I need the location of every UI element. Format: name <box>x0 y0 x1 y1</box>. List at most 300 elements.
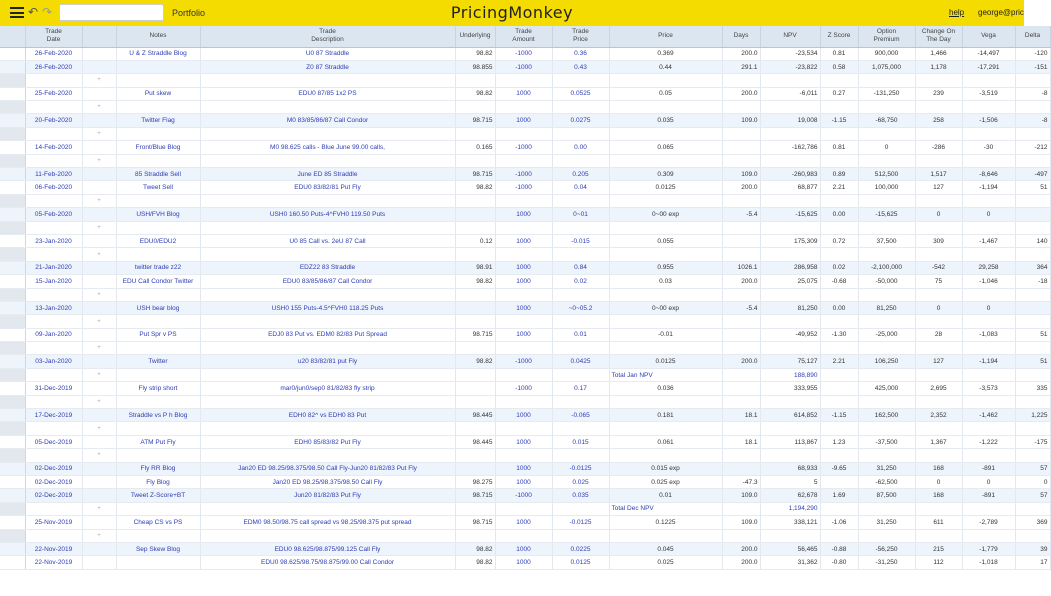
column-header-tprice[interactable]: Trade Price <box>552 26 609 47</box>
row-gutter[interactable] <box>0 529 25 542</box>
cell-chg[interactable]: 127 <box>915 181 962 194</box>
expand-toggle[interactable]: + <box>82 529 116 542</box>
cell-chg[interactable]: 309 <box>915 234 962 247</box>
cell-delta[interactable]: -212 <box>1015 141 1050 154</box>
column-header-amt[interactable]: Trade Amount <box>495 26 552 47</box>
cell-notes[interactable]: Front/Blue Blog <box>116 141 200 154</box>
column-header-delta[interactable]: Delta <box>1015 26 1050 47</box>
cell-und[interactable]: 98.715 <box>455 168 495 181</box>
user-account-link[interactable]: george@pric <box>978 8 1024 17</box>
cell-price[interactable]: 0.061 <box>609 435 722 448</box>
cell-days[interactable]: 200.0 <box>722 556 760 569</box>
cell-notes[interactable]: twitter trade z22 <box>116 261 200 274</box>
cell-und[interactable]: 98.275 <box>455 476 495 489</box>
column-header-notes[interactable]: Notes <box>116 26 200 47</box>
row-gutter[interactable] <box>0 355 25 368</box>
cell-notes[interactable]: Twitter <box>116 355 200 368</box>
cell-und[interactable]: 98.82 <box>455 355 495 368</box>
row-gutter[interactable] <box>0 194 25 207</box>
cell-notes[interactable]: Put skew <box>116 87 200 100</box>
table-row[interactable] <box>0 181 1050 194</box>
row-gutter[interactable] <box>0 261 25 274</box>
cell-amt[interactable]: 1000 <box>495 114 552 127</box>
cell-exp[interactable] <box>82 87 116 100</box>
cell-z[interactable]: 1.69 <box>820 489 858 502</box>
cell-desc[interactable]: Jan20 ED 98.25/98.375/98.50 Call Fly-Jun20 81/82/83 Put Fly <box>200 462 455 475</box>
column-header-exp[interactable] <box>82 26 116 47</box>
table-row[interactable] <box>0 141 1050 154</box>
cell-date[interactable]: 25-Nov-2019 <box>25 516 82 529</box>
cell-npv[interactable]: 68,933 <box>760 462 820 475</box>
cell-exp[interactable] <box>82 435 116 448</box>
row-gutter[interactable] <box>0 409 25 422</box>
cell-delta[interactable]: -120 <box>1015 47 1050 60</box>
cell-z[interactable]: -0.88 <box>820 542 858 555</box>
cell-exp[interactable] <box>82 489 116 502</box>
cell-npv[interactable]: 286,958 <box>760 261 820 274</box>
cell-delta[interactable] <box>1015 208 1050 221</box>
cell-price[interactable]: 0~00 exp <box>609 301 722 314</box>
cell-days[interactable]: -47.3 <box>722 476 760 489</box>
cell-chg[interactable]: 1,367 <box>915 435 962 448</box>
cell-prem[interactable]: -62,500 <box>858 476 915 489</box>
expand-toggle[interactable]: + <box>82 502 116 515</box>
cell-und[interactable]: 0.12 <box>455 234 495 247</box>
cell-tprice[interactable]: 0~01 <box>552 208 609 221</box>
cell-tprice[interactable]: -0.0125 <box>552 462 609 475</box>
cell-chg[interactable]: 168 <box>915 462 962 475</box>
cell-npv[interactable]: -162,786 <box>760 141 820 154</box>
cell-delta[interactable]: 51 <box>1015 328 1050 341</box>
cell-npv[interactable]: 81,250 <box>760 301 820 314</box>
cell-chg[interactable]: 168 <box>915 489 962 502</box>
row-gutter[interactable] <box>0 221 25 234</box>
cell-date[interactable]: 25-Feb-2020 <box>25 87 82 100</box>
cell-notes[interactable]: Put Spr v PS <box>116 328 200 341</box>
cell-desc[interactable]: EDH0 82^ vs EDH0 83 Put <box>200 409 455 422</box>
cell-days[interactable]: 200.0 <box>722 47 760 60</box>
cell-days[interactable] <box>722 234 760 247</box>
cell-exp[interactable] <box>82 47 116 60</box>
cell-vega[interactable]: -1,467 <box>962 234 1015 247</box>
cell-tprice[interactable]: 0.00 <box>552 141 609 154</box>
cell-delta[interactable]: 1,225 <box>1015 409 1050 422</box>
cell-delta[interactable]: -175 <box>1015 435 1050 448</box>
cell-npv[interactable]: 56,465 <box>760 542 820 555</box>
table-row[interactable] <box>0 516 1050 529</box>
cell-amt[interactable]: 1000 <box>495 301 552 314</box>
row-gutter[interactable] <box>0 382 25 395</box>
row-gutter[interactable] <box>0 181 25 194</box>
cell-und[interactable] <box>455 382 495 395</box>
cell-date[interactable]: 31-Dec-2019 <box>25 382 82 395</box>
cell-notes[interactable]: Straddle vs P h Blog <box>116 409 200 422</box>
cell-delta[interactable]: -18 <box>1015 275 1050 288</box>
cell-tprice[interactable]: -0.0125 <box>552 516 609 529</box>
row-gutter[interactable] <box>0 489 25 502</box>
cell-und[interactable]: 98.715 <box>455 328 495 341</box>
cell-delta[interactable]: -8 <box>1015 114 1050 127</box>
cell-und[interactable] <box>455 462 495 475</box>
cell-prem[interactable]: 31,250 <box>858 516 915 529</box>
cell-desc[interactable]: M0 83/85/86/87 Call Condor <box>200 114 455 127</box>
table-row[interactable] <box>0 556 1050 569</box>
expand-toggle[interactable]: + <box>82 194 116 207</box>
table-row[interactable] <box>0 168 1050 181</box>
cell-vega[interactable]: -17,291 <box>962 60 1015 73</box>
row-gutter[interactable] <box>0 449 25 462</box>
cell-vega[interactable]: -891 <box>962 489 1015 502</box>
cell-vega[interactable]: 0 <box>962 301 1015 314</box>
cell-z[interactable]: 0.58 <box>820 60 858 73</box>
expand-toggle[interactable]: + <box>82 315 116 328</box>
cell-tprice[interactable]: 0.205 <box>552 168 609 181</box>
cell-amt[interactable]: -1000 <box>495 60 552 73</box>
row-gutter[interactable] <box>0 516 25 529</box>
expand-toggle[interactable]: + <box>82 127 116 140</box>
cell-price[interactable]: 0.036 <box>609 382 722 395</box>
cell-z[interactable]: 0.00 <box>820 301 858 314</box>
cell-price[interactable]: 0.181 <box>609 409 722 422</box>
cell-notes[interactable] <box>116 556 200 569</box>
cell-price[interactable]: 0.0125 <box>609 355 722 368</box>
expand-toggle[interactable]: + <box>82 248 116 261</box>
cell-days[interactable] <box>722 141 760 154</box>
cell-vega[interactable]: 0 <box>962 476 1015 489</box>
expand-toggle[interactable]: + <box>82 342 116 355</box>
cell-npv[interactable]: -23,534 <box>760 47 820 60</box>
cell-und[interactable]: 98.82 <box>455 181 495 194</box>
cell-exp[interactable] <box>82 476 116 489</box>
cell-amt[interactable]: 1000 <box>495 556 552 569</box>
cell-delta[interactable]: 39 <box>1015 542 1050 555</box>
expand-toggle[interactable]: + <box>82 74 116 87</box>
column-header-npv[interactable]: NPV <box>760 26 820 47</box>
cell-desc[interactable]: EDU0 98.625/98.875/99.125 Call Fly <box>200 542 455 555</box>
cell-z[interactable]: 0.81 <box>820 47 858 60</box>
row-gutter[interactable] <box>0 60 25 73</box>
table-row[interactable] <box>0 355 1050 368</box>
cell-date[interactable]: 26-Feb-2020 <box>25 60 82 73</box>
cell-exp[interactable] <box>82 516 116 529</box>
table-row[interactable] <box>0 382 1050 395</box>
cell-npv[interactable]: 19,008 <box>760 114 820 127</box>
table-row[interactable] <box>0 275 1050 288</box>
undo-icon[interactable]: ↶ <box>28 5 39 19</box>
row-gutter[interactable] <box>0 101 25 114</box>
cell-vega[interactable]: -1,083 <box>962 328 1015 341</box>
cell-price[interactable]: 0.025 exp <box>609 476 722 489</box>
cell-vega[interactable]: -1,018 <box>962 556 1015 569</box>
cell-price[interactable]: 0.1225 <box>609 516 722 529</box>
cell-vega[interactable]: -3,519 <box>962 87 1015 100</box>
row-gutter[interactable] <box>0 476 25 489</box>
cell-npv[interactable]: 614,852 <box>760 409 820 422</box>
row-gutter[interactable] <box>0 422 25 435</box>
cell-desc[interactable]: EDU0 98.625/98.75/98.875/99.00 Call Condor <box>200 556 455 569</box>
column-header-vega[interactable]: Vega <box>962 26 1015 47</box>
row-gutter[interactable] <box>0 87 25 100</box>
table-row[interactable] <box>0 87 1050 100</box>
cell-days[interactable]: 200.0 <box>722 355 760 368</box>
cell-exp[interactable] <box>82 275 116 288</box>
cell-date[interactable]: 05-Dec-2019 <box>25 435 82 448</box>
cell-desc[interactable]: USH0 155 Puts-4.5^FVH0 118.25 Puts <box>200 301 455 314</box>
row-gutter[interactable] <box>0 168 25 181</box>
cell-amt[interactable]: 1000 <box>495 462 552 475</box>
cell-prem[interactable]: 31,250 <box>858 462 915 475</box>
row-gutter[interactable] <box>0 208 25 221</box>
cell-delta[interactable]: 57 <box>1015 489 1050 502</box>
cell-desc[interactable]: USH0 160.50 Puts-4^FVH0 119.50 Puts <box>200 208 455 221</box>
cell-npv[interactable]: 75,127 <box>760 355 820 368</box>
cell-tprice[interactable]: 0.025 <box>552 476 609 489</box>
cell-chg[interactable]: 75 <box>915 275 962 288</box>
cell-delta[interactable] <box>1015 301 1050 314</box>
cell-chg[interactable]: 0 <box>915 301 962 314</box>
cell-exp[interactable] <box>82 462 116 475</box>
cell-days[interactable]: 109.0 <box>722 114 760 127</box>
cell-date[interactable]: 05-Feb-2020 <box>25 208 82 221</box>
cell-amt[interactable]: -1000 <box>495 141 552 154</box>
cell-exp[interactable] <box>82 355 116 368</box>
cell-z[interactable]: -1.15 <box>820 409 858 422</box>
cell-z[interactable]: 0.27 <box>820 87 858 100</box>
row-gutter[interactable] <box>0 368 25 381</box>
cell-price[interactable]: 0.015 exp <box>609 462 722 475</box>
column-header-date[interactable]: Trade Date <box>25 26 82 47</box>
column-header-prem[interactable]: Option Premium <box>858 26 915 47</box>
cell-delta[interactable]: 335 <box>1015 382 1050 395</box>
cell-chg[interactable]: -286 <box>915 141 962 154</box>
cell-desc[interactable]: EDJ0 83 Put vs. EDM0 82/83 Put Spread <box>200 328 455 341</box>
cell-und[interactable] <box>455 301 495 314</box>
cell-chg[interactable]: 215 <box>915 542 962 555</box>
cell-prem[interactable]: -56,250 <box>858 542 915 555</box>
cell-price[interactable]: 0.309 <box>609 168 722 181</box>
cell-vega[interactable]: -30 <box>962 141 1015 154</box>
cell-prem[interactable]: 1,075,000 <box>858 60 915 73</box>
row-gutter[interactable] <box>0 301 25 314</box>
cell-tprice[interactable]: 0.0275 <box>552 114 609 127</box>
cell-tprice[interactable]: ~0~05.2 <box>552 301 609 314</box>
cell-vega[interactable]: -1,194 <box>962 355 1015 368</box>
cell-vega[interactable]: -14,497 <box>962 47 1015 60</box>
cell-days[interactable]: -5.4 <box>722 301 760 314</box>
cell-z[interactable]: -9.65 <box>820 462 858 475</box>
cell-date[interactable]: 20-Feb-2020 <box>25 114 82 127</box>
cell-date[interactable]: 22-Nov-2019 <box>25 556 82 569</box>
cell-und[interactable]: 98.82 <box>455 87 495 100</box>
cell-tprice[interactable]: 0.0125 <box>552 556 609 569</box>
cell-prem[interactable]: 162,500 <box>858 409 915 422</box>
cell-price[interactable]: -0.01 <box>609 328 722 341</box>
cell-tprice[interactable]: 0.04 <box>552 181 609 194</box>
cell-z[interactable]: 1.23 <box>820 435 858 448</box>
cell-exp[interactable] <box>82 556 116 569</box>
cell-prem[interactable]: -25,000 <box>858 328 915 341</box>
cell-price[interactable]: 0.055 <box>609 234 722 247</box>
cell-date[interactable]: 26-Feb-2020 <box>25 47 82 60</box>
cell-prem[interactable]: -31,250 <box>858 556 915 569</box>
cell-desc[interactable]: EDH0 85/83/82 Put Fly <box>200 435 455 448</box>
cell-chg[interactable]: 28 <box>915 328 962 341</box>
cell-und[interactable]: 98.82 <box>455 542 495 555</box>
cell-tprice[interactable]: 0.0425 <box>552 355 609 368</box>
cell-npv[interactable]: 333,955 <box>760 382 820 395</box>
cell-price[interactable]: 0.03 <box>609 275 722 288</box>
cell-days[interactable]: 109.0 <box>722 489 760 502</box>
row-gutter[interactable] <box>0 542 25 555</box>
cell-date[interactable]: 11-Feb-2020 <box>25 168 82 181</box>
cell-days[interactable]: 109.0 <box>722 516 760 529</box>
table-row[interactable] <box>0 47 1050 60</box>
cell-prem[interactable]: 512,500 <box>858 168 915 181</box>
cell-z[interactable] <box>820 476 858 489</box>
cell-desc[interactable]: U0 85 Call vs. 2eU 87 Call <box>200 234 455 247</box>
expand-toggle[interactable]: + <box>82 449 116 462</box>
cell-exp[interactable] <box>82 60 116 73</box>
cell-date[interactable]: 15-Jan-2020 <box>25 275 82 288</box>
cell-desc[interactable]: EDZ22 83 Straddle <box>200 261 455 274</box>
cell-delta[interactable]: 364 <box>1015 261 1050 274</box>
cell-days[interactable]: 18.1 <box>722 435 760 448</box>
cell-notes[interactable]: Fly strip short <box>116 382 200 395</box>
expand-toggle[interactable]: + <box>82 288 116 301</box>
cell-days[interactable]: 291.1 <box>722 60 760 73</box>
cell-z[interactable]: -1.30 <box>820 328 858 341</box>
cell-exp[interactable] <box>82 382 116 395</box>
cell-delta[interactable]: 51 <box>1015 355 1050 368</box>
cell-tprice[interactable]: -0.065 <box>552 409 609 422</box>
cell-desc[interactable]: Jan20 ED 98.25/98.375/98.50 Call Fly <box>200 476 455 489</box>
cell-amt[interactable]: 1000 <box>495 516 552 529</box>
cell-delta[interactable]: -151 <box>1015 60 1050 73</box>
cell-amt[interactable]: -1000 <box>495 382 552 395</box>
cell-desc[interactable]: U0 87 Straddle <box>200 47 455 60</box>
cell-date[interactable]: 13-Jan-2020 <box>25 301 82 314</box>
cell-days[interactable]: 200.0 <box>722 181 760 194</box>
table-row[interactable] <box>0 435 1050 448</box>
cell-amt[interactable]: 1000 <box>495 542 552 555</box>
cell-days[interactable]: 200.0 <box>722 542 760 555</box>
cell-delta[interactable]: -497 <box>1015 168 1050 181</box>
cell-delta[interactable]: 17 <box>1015 556 1050 569</box>
cell-exp[interactable] <box>82 409 116 422</box>
cell-npv[interactable]: 68,877 <box>760 181 820 194</box>
row-gutter[interactable] <box>0 315 25 328</box>
cell-notes[interactable]: USH/FVH Blog <box>116 208 200 221</box>
cell-days[interactable]: -5.4 <box>722 208 760 221</box>
cell-price[interactable]: 0~00 exp <box>609 208 722 221</box>
cell-und[interactable]: 98.445 <box>455 409 495 422</box>
cell-amt[interactable]: 1000 <box>495 234 552 247</box>
expand-toggle[interactable]: + <box>82 422 116 435</box>
cell-prem[interactable]: 37,500 <box>858 234 915 247</box>
cell-date[interactable]: 21-Jan-2020 <box>25 261 82 274</box>
cell-chg[interactable]: 0 <box>915 208 962 221</box>
cell-prem[interactable]: -2,100,000 <box>858 261 915 274</box>
cell-notes[interactable]: Cheap CS vs PS <box>116 516 200 529</box>
cell-notes[interactable]: Twitter Flag <box>116 114 200 127</box>
cell-delta[interactable]: 51 <box>1015 181 1050 194</box>
cell-tprice[interactable]: 0.01 <box>552 328 609 341</box>
expand-toggle[interactable]: + <box>82 101 116 114</box>
cell-und[interactable]: 98.445 <box>455 435 495 448</box>
cell-chg[interactable]: 0 <box>915 476 962 489</box>
cell-vega[interactable]: -1,046 <box>962 275 1015 288</box>
cell-amt[interactable]: 1000 <box>495 328 552 341</box>
cell-days[interactable] <box>722 328 760 341</box>
cell-npv[interactable]: -260,983 <box>760 168 820 181</box>
cell-amt[interactable]: -1000 <box>495 355 552 368</box>
row-gutter[interactable] <box>0 435 25 448</box>
cell-vega[interactable]: -2,789 <box>962 516 1015 529</box>
cell-desc[interactable]: EDM0 98.50/98.75 call spread vs 98.25/98.375 put spread <box>200 516 455 529</box>
cell-chg[interactable]: 112 <box>915 556 962 569</box>
cell-chg[interactable]: 1,178 <box>915 60 962 73</box>
cell-z[interactable]: 0.00 <box>820 208 858 221</box>
cell-und[interactable]: 98.855 <box>455 60 495 73</box>
expand-toggle[interactable]: + <box>82 395 116 408</box>
cell-und[interactable]: 98.82 <box>455 556 495 569</box>
cell-exp[interactable] <box>82 234 116 247</box>
cell-tprice[interactable]: 0.02 <box>552 275 609 288</box>
row-gutter[interactable] <box>0 127 25 140</box>
cell-delta[interactable]: -8 <box>1015 87 1050 100</box>
cell-chg[interactable]: 2,695 <box>915 382 962 395</box>
cell-npv[interactable]: 175,309 <box>760 234 820 247</box>
cell-tprice[interactable]: 0.015 <box>552 435 609 448</box>
cell-price[interactable]: 0.05 <box>609 87 722 100</box>
cell-und[interactable]: 98.715 <box>455 114 495 127</box>
cell-days[interactable]: 109.0 <box>722 168 760 181</box>
cell-tprice[interactable]: 0.035 <box>552 489 609 502</box>
table-row[interactable] <box>0 328 1050 341</box>
row-gutter[interactable] <box>0 288 25 301</box>
cell-exp[interactable] <box>82 261 116 274</box>
table-row[interactable] <box>0 409 1050 422</box>
cell-tprice[interactable]: 0.84 <box>552 261 609 274</box>
cell-vega[interactable]: 0 <box>962 208 1015 221</box>
cell-price[interactable]: 0.0125 <box>609 181 722 194</box>
table-row[interactable] <box>0 476 1050 489</box>
cell-prem[interactable]: 106,250 <box>858 355 915 368</box>
cell-npv[interactable]: -49,952 <box>760 328 820 341</box>
expand-toggle[interactable]: + <box>82 221 116 234</box>
cell-amt[interactable]: -1000 <box>495 181 552 194</box>
cell-und[interactable]: 0.165 <box>455 141 495 154</box>
cell-desc[interactable]: Jun20 81/82/83 Put Fly <box>200 489 455 502</box>
row-gutter[interactable] <box>0 248 25 261</box>
row-gutter[interactable] <box>0 342 25 355</box>
cell-price[interactable]: 0.045 <box>609 542 722 555</box>
cell-prem[interactable]: 100,000 <box>858 181 915 194</box>
cell-npv[interactable]: 31,362 <box>760 556 820 569</box>
redo-icon[interactable]: ↷ <box>42 5 53 19</box>
cell-chg[interactable]: 239 <box>915 87 962 100</box>
cell-date[interactable]: 02-Dec-2019 <box>25 462 82 475</box>
cell-desc[interactable]: EDU0 87/85 1x2 PS <box>200 87 455 100</box>
cell-z[interactable]: 2.21 <box>820 181 858 194</box>
cell-npv[interactable]: 5 <box>760 476 820 489</box>
cell-amt[interactable]: 1000 <box>495 261 552 274</box>
cell-exp[interactable] <box>82 181 116 194</box>
table-row[interactable] <box>0 208 1050 221</box>
cell-vega[interactable]: -1,462 <box>962 409 1015 422</box>
cell-amt[interactable]: 1000 <box>495 275 552 288</box>
cell-z[interactable]: 0.72 <box>820 234 858 247</box>
